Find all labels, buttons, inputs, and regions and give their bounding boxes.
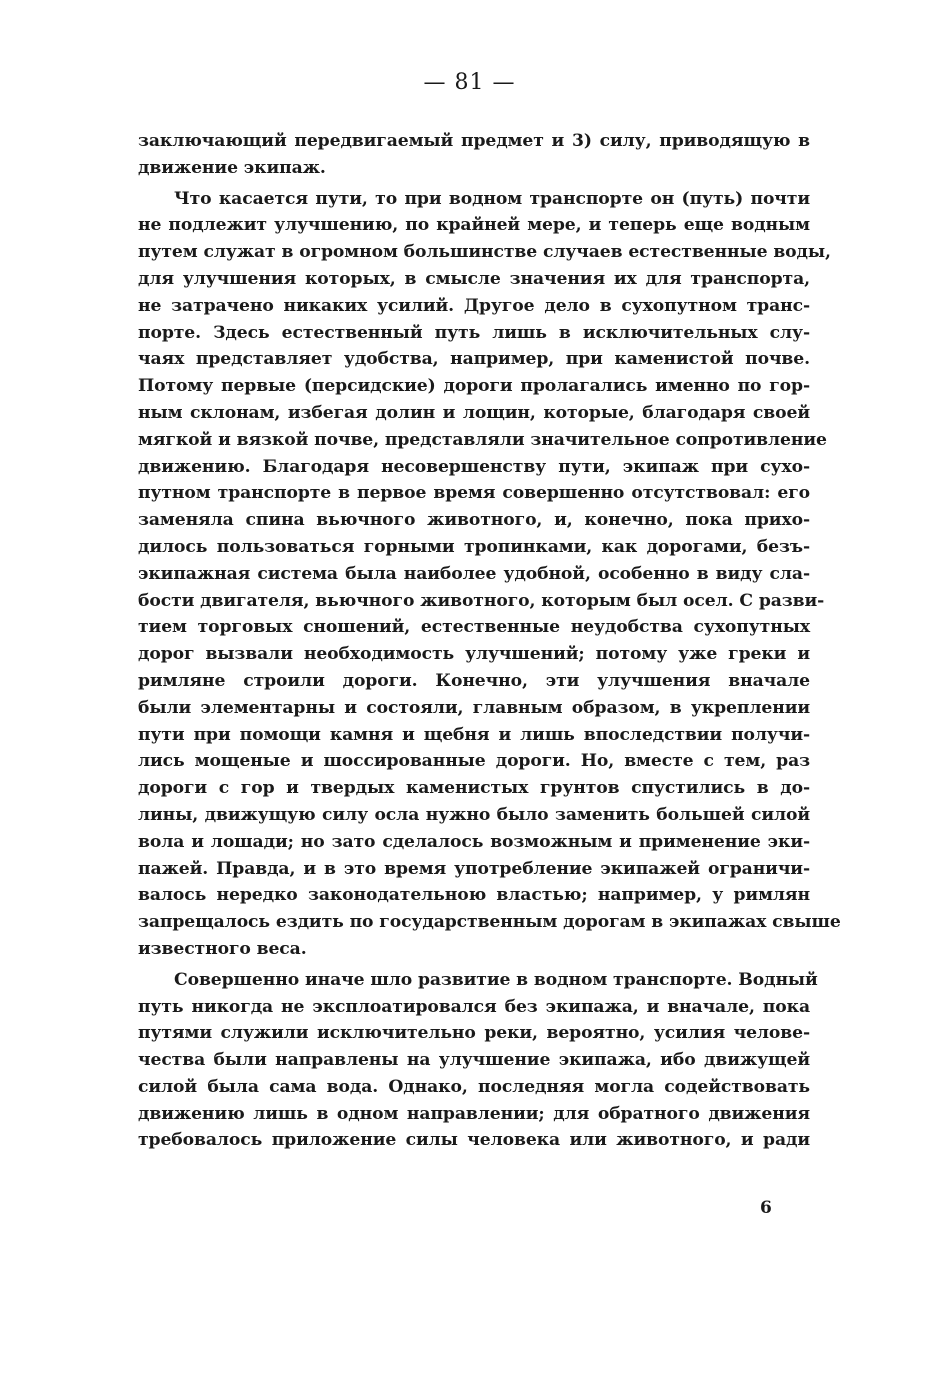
text-line: бости двигателя, вьючного животного, которым был осел. С разви- <box>138 590 825 611</box>
text-line: путном транспорте в первое время совершенно отсутствовал: его <box>138 483 810 504</box>
text-line: дорог вызвали необходимость улучшений; потому уже греки и <box>138 644 810 665</box>
text-line: движению. Благодаря несовершенству пути, экипаж при сухо- <box>138 456 810 477</box>
text-line: дилось пользоваться горными тропинками, как дорогами, безъ- <box>138 536 810 557</box>
text-line: для улучшения которых, в смысле значения их для транспорта, <box>138 268 810 289</box>
text-line: чаях представляет удобства, например, при каменистой почве. <box>138 349 810 370</box>
text-line: путем служат в огромном большинстве случаев естественные воды, <box>138 242 831 263</box>
body-text <box>138 128 841 1154</box>
text-line: Что касается пути, то при водном транспорте он (путь) почти <box>174 188 810 209</box>
text-line: экипажная система была наиболее удобной, особенно в виду сла- <box>138 563 810 584</box>
signature-mark: 6 <box>760 1198 772 1218</box>
text-line: запрещалось ездить по государственным дорогам в экипажах свыше <box>138 912 841 933</box>
text-line: пути при помощи камня и щебня и лишь впоследствии получи- <box>138 724 810 745</box>
text-line: римляне строили дороги. Конечно, эти улучшения вначале <box>138 670 810 691</box>
text-line: путь никогда не эксплоатировался без экипажа, и вначале, пока <box>138 996 810 1017</box>
text-line: движению лишь в одном направлении; для обратного движения <box>138 1103 810 1124</box>
text-line: заменяла спина вьючного животного, и, конечно, пока прихо- <box>138 510 810 531</box>
text-line: были элементарны и состояли, главным образом, в укреплении <box>138 697 810 718</box>
text-line: ным склонам, избегая долин и лощин, которые, благодаря своей <box>138 402 810 423</box>
text-line: не затрачено никаких усилий. Другое дело в сухопутном транс- <box>138 295 810 316</box>
text-line: лись мощеные и шоссированные дороги. Но, вместе с тем, раз <box>138 751 810 772</box>
text-line: мягкой и вязкой почве, представляли значительное сопротивление <box>138 429 827 450</box>
text-line: не подлежит улучшению, по крайней мере, и теперь еще водным <box>138 215 810 236</box>
text-line: движение экипаж. <box>138 157 326 178</box>
text-line: силой была сама вода. Однако, последняя могла содействовать <box>138 1076 810 1097</box>
text-line: дороги с гор и твердых каменистых грунтов спустились в до- <box>138 778 810 799</box>
text-line: лины, движущую силу осла нужно было заменить большей силой <box>138 804 810 825</box>
text-line: вола и лошади; но зато сделалось возможным и применение эки- <box>138 831 810 852</box>
text-line: порте. Здесь естественный путь лишь в исключительных слу- <box>138 322 810 343</box>
text-line: пажей. Правда, и в это время употребление экипажей ограничи- <box>138 858 810 879</box>
text-line: Потому первые (персидские) дороги пролагались именно по гор- <box>138 376 810 397</box>
text-line: тием торговых сношений, естественные неудобства сухопутных <box>138 617 810 638</box>
text-line: валось нередко законодательною властью; например, у римлян <box>138 885 810 906</box>
text-line: требовалось приложение силы человека или животного, и ради <box>138 1130 810 1151</box>
text-line: известного веса. <box>138 938 307 959</box>
text-line: чества были направлены на улучшение экипажа, ибо движущей <box>138 1050 810 1071</box>
text-line: заключающий передвигаемый предмет и 3) силу, приводящую в <box>138 131 810 151</box>
page-number: — 81 — <box>423 70 516 95</box>
text-line: путями служили исключительно реки, вероятно, усилия челове- <box>138 1023 810 1044</box>
text-line: Совершенно иначе шло развитие в водном транспорте. Водный <box>174 969 818 990</box>
